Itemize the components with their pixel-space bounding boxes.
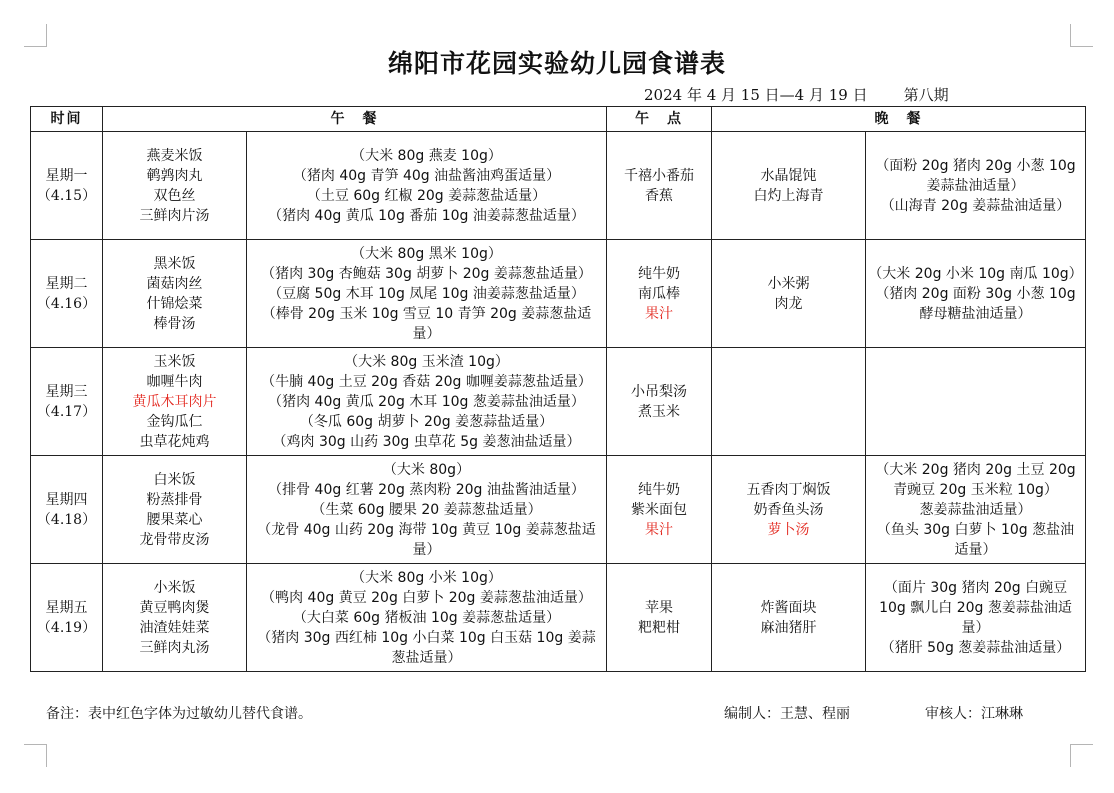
lunch-ingredients-cell-line: （土豆 60g 红椒 20g 姜蒜葱盐适量）: [306, 187, 547, 204]
day-date: （4.19）: [36, 619, 97, 636]
lunch-dishes-cell-line: 棒骨汤: [153, 315, 196, 332]
dinner-dishes-cell-line: 五香肉丁焖饭: [746, 481, 831, 498]
dinner-dishes-cell-line: 水晶馄饨: [760, 167, 817, 184]
dinner-ingredients-cell-line: 量）: [961, 619, 990, 636]
snack-cell: [607, 564, 712, 672]
snack-cell-line: 南瓜棒: [638, 285, 680, 302]
snack-cell-line: 香蕉: [645, 187, 673, 204]
lunch-dishes-cell-line: 油渣娃娃菜: [139, 619, 210, 636]
lunch-dishes-cell-line: 三鲜肉片汤: [139, 207, 210, 224]
lunch-dishes-cell-line: 什锦烩菜: [146, 295, 203, 312]
day-date: （4.15）: [36, 187, 97, 204]
page-title: 绵阳市花园实验幼儿园食谱表: [387, 49, 726, 78]
dinner-ingredients-cell-line: 姜蒜盐油适量）: [926, 177, 1025, 194]
lunch-ingredients-cell-line: （大米 80g 小米 10g）: [351, 569, 502, 586]
lunch-ingredients-cell: [247, 348, 607, 456]
lunch-ingredients-cell: [247, 240, 607, 348]
lunch-dishes-cell-line: 粉蒸排骨: [146, 491, 203, 508]
lunch-ingredients-cell-line: （鸡肉 30g 山药 30g 虫草花 5g 姜葱油盐适量）: [272, 433, 581, 450]
dinner-dishes-cell-line: 奶香鱼头汤: [753, 501, 824, 518]
snack-cell-line: 纯牛奶: [638, 481, 680, 498]
dinner-ingredients-cell-line: （鱼头 30g 白萝卜 10g 葱盐油: [876, 521, 1075, 538]
lunch-ingredients-cell-line: （猪肉 30g 杏鲍菇 30g 胡萝卜 20g 姜蒜葱盐适量）: [261, 265, 592, 282]
dinner-ingredients-cell-line: （面片 30g 猪肉 20g 白豌豆: [883, 579, 1068, 596]
lunch-ingredients-cell-line: （龙骨 40g 山药 20g 海带 10g 黄豆 10g 姜蒜葱盐适: [257, 521, 596, 538]
date-line: [644, 84, 949, 105]
dinner-dishes-cell-line: 肉龙: [774, 295, 803, 312]
footer-editor: 编制人：王慧、程丽: [724, 706, 850, 722]
dinner-ingredients-cell-line: 酵母糖盐油适量）: [919, 305, 1032, 322]
dinner-dishes-cell-line: 白灼上海青: [753, 187, 824, 204]
dinner-ingredients-cell-line: 葱姜蒜盐油适量）: [919, 501, 1032, 518]
snack-cell-line: 苹果: [645, 599, 673, 616]
snack-cell-line: 紫米面包: [631, 501, 687, 518]
lunch-dishes-cell-line: 咖喱牛肉: [146, 373, 203, 390]
lunch-ingredients-cell-line: 量）: [412, 541, 441, 558]
dinner-ingredients-cell-line: 适量）: [954, 541, 997, 558]
lunch-ingredients-cell-line: （鸭肉 40g 黄豆 20g 白萝卜 20g 姜蒜葱盐油适量）: [261, 589, 592, 606]
dinner-ingredients-cell-line: 青豌豆 20g 玉米粒 10g）: [893, 481, 1058, 498]
header-row: [31, 107, 1086, 132]
snack-cell: [607, 456, 712, 564]
dinner-ingredients-cell-line: 10g 飘儿白 20g 葱姜蒜盐油适: [879, 599, 1072, 616]
corner-mark-bottom-left: [24, 744, 47, 767]
lunch-dishes-cell-line: 双色丝: [153, 187, 196, 204]
day-name: 星期三: [45, 383, 88, 400]
dinner-dishes-cell-line: 炸酱面块: [760, 599, 817, 616]
snack-cell-line: 小吊梨汤: [631, 383, 687, 400]
lunch-ingredients-cell-line: （猪肉 30g 西红柿 10g 小白菜 10g 白玉菇 10g 姜蒜: [257, 629, 596, 646]
snack-cell-line: 粑粑柑: [638, 619, 680, 636]
snack-cell: [607, 132, 712, 240]
snack-cell-line: 煮玉米: [638, 403, 680, 420]
table-row: [31, 456, 1086, 564]
dinner-ingredients-cell-line: （面粉 20g 猪肉 20g 小葱 10g: [875, 157, 1076, 174]
dinner-ingredients-cell-line: （大米 20g 猪肉 20g 土豆 20g: [875, 461, 1076, 478]
issue-number: 第八期: [903, 86, 949, 104]
dinner-ingredients-cell-line: （山海青 20g 姜蒜盐油适量）: [880, 197, 1071, 214]
lunch-ingredients-cell-line: （大米 80g 燕麦 10g）: [351, 147, 502, 164]
day-date: （4.16）: [36, 295, 97, 312]
lunch-dishes-cell-line: 燕麦米饭: [146, 147, 203, 164]
dinner-ingredients-cell-line: （猪肝 50g 葱姜蒜盐油适量）: [880, 639, 1071, 656]
day-name: 星期五: [45, 599, 88, 616]
dinner-ingredients-cell: [866, 564, 1086, 672]
dinner-ingredients-cell: [866, 348, 1086, 456]
lunch-ingredients-cell-line: （排骨 40g 红薯 20g 蒸肉粉 20g 油盐酱油适量）: [268, 481, 585, 498]
snack-cell-line: 果汁: [645, 521, 673, 538]
lunch-dishes-cell-line: 金钩瓜仁: [146, 413, 203, 430]
dinner-ingredients-cell: [866, 456, 1086, 564]
lunch-dishes-cell-line: 腰果菜心: [146, 511, 203, 528]
dinner-dishes-cell: [712, 564, 866, 672]
day-name: 星期一: [45, 167, 88, 184]
snack-cell-line: 纯牛奶: [638, 265, 680, 282]
snack-cell: [607, 348, 712, 456]
day-cell: [31, 132, 103, 240]
lunch-ingredients-cell: [247, 564, 607, 672]
lunch-ingredients-cell-line: 量）: [412, 325, 441, 342]
table-row: [31, 348, 1086, 456]
lunch-dishes-cell: [103, 132, 247, 240]
lunch-ingredients-cell: [247, 132, 607, 240]
table-row: [31, 240, 1086, 348]
lunch-ingredients-cell-line: （棒骨 20g 玉米 10g 雪豆 10 青笋 20g 姜蒜葱盐适: [261, 305, 592, 322]
lunch-dishes-cell-line: 菌菇肉丝: [146, 275, 203, 292]
lunch-dishes-cell-line: 白米饭: [153, 471, 196, 488]
dinner-dishes-cell: [712, 456, 866, 564]
lunch-dishes-cell-line: 玉米饭: [153, 353, 196, 370]
day-name: 星期二: [45, 275, 88, 292]
lunch-ingredients-cell-line: （猪肉 40g 青笋 40g 油盐酱油鸡蛋适量）: [292, 167, 561, 184]
lunch-dishes-cell-line: 虫草花炖鸡: [139, 433, 210, 450]
lunch-dishes-cell: [103, 564, 247, 672]
dinner-dishes-cell: [712, 348, 866, 456]
lunch-dishes-cell-line: 三鲜肉丸汤: [139, 639, 210, 656]
header-lunch: 午 餐: [103, 107, 607, 132]
day-cell: [31, 456, 103, 564]
dinner-dishes-cell-line: 萝卜汤: [767, 521, 810, 538]
footer-reviewer: 审核人：江琳琳: [925, 706, 1023, 722]
dinner-ingredients-cell-line: （猪肉 20g 面粉 30g 小葱 10g: [875, 285, 1076, 302]
lunch-ingredients-cell-line: （生菜 60g 腰果 20 姜蒜葱盐适量）: [311, 501, 542, 518]
lunch-ingredients-cell-line: 葱盐适量）: [391, 649, 462, 666]
snack-cell-line: 果汁: [645, 305, 673, 322]
lunch-dishes-cell-line: 鹌鹑肉丸: [146, 167, 203, 184]
date-range: 2024 年 4 月 15 日—4 月 19 日: [644, 86, 868, 104]
lunch-dishes-cell: [103, 456, 247, 564]
day-date: （4.18）: [36, 511, 97, 528]
lunch-ingredients-cell-line: （豆腐 50g 木耳 10g 凤尾 10g 油姜蒜葱盐适量）: [268, 285, 585, 302]
header-snack: 午 点: [607, 107, 712, 132]
dinner-ingredients-cell: [866, 132, 1086, 240]
menu-table: [30, 106, 1086, 672]
lunch-ingredients-cell-line: （大米 80g）: [382, 461, 471, 478]
lunch-ingredients-cell-line: （猪肉 40g 黄瓜 20g 木耳 10g 葱姜蒜盐油适量）: [268, 393, 585, 410]
day-cell: [31, 564, 103, 672]
footer-note: 备注：表中红色字体为过敏幼儿替代食谱。: [46, 706, 312, 722]
dinner-ingredients-cell: [866, 240, 1086, 348]
lunch-dishes-cell-line: 黑米饭: [153, 255, 196, 272]
header-dinner: 晚 餐: [712, 107, 1086, 132]
dinner-dishes-cell-line: 麻油猪肝: [760, 619, 817, 636]
snack-cell-line: 千禧小番茄: [624, 167, 694, 184]
lunch-ingredients-cell-line: （大米 80g 黑米 10g）: [351, 245, 502, 262]
corner-mark-bottom-right: [1070, 744, 1093, 767]
lunch-dishes-cell-line: 小米饭: [153, 579, 196, 596]
dinner-dishes-cell: [712, 132, 866, 240]
table-row: [31, 564, 1086, 672]
lunch-dishes-cell-line: 黄豆鸭肉煲: [139, 599, 210, 616]
snack-cell: [607, 240, 712, 348]
lunch-ingredients-cell: [247, 456, 607, 564]
dinner-dishes-cell-line: 小米粥: [767, 275, 810, 292]
dinner-ingredients-cell-line: （大米 20g 小米 10g 南瓜 10g）: [868, 265, 1083, 282]
day-name: 星期四: [45, 491, 88, 508]
lunch-ingredients-cell-line: （猪肉 40g 黄瓜 10g 番茄 10g 油姜蒜葱盐适量）: [268, 207, 585, 224]
lunch-ingredients-cell-line: （冬瓜 60g 胡萝卜 20g 姜葱蒜盐适量）: [299, 413, 554, 430]
day-cell: [31, 348, 103, 456]
menu-body: [31, 132, 1086, 672]
lunch-ingredients-cell-line: （大米 80g 玉米渣 10g）: [344, 353, 509, 370]
lunch-dishes-cell: [103, 348, 247, 456]
lunch-ingredients-cell-line: （牛腩 40g 土豆 20g 香菇 20g 咖喱姜蒜葱盐适量）: [261, 373, 592, 390]
dinner-dishes-cell: [712, 240, 866, 348]
header-time: 时间: [31, 107, 103, 132]
lunch-dishes-cell-line: 龙骨带皮汤: [139, 531, 210, 548]
day-date: （4.17）: [36, 403, 97, 420]
day-cell: [31, 240, 103, 348]
lunch-ingredients-cell-line: （大白菜 60g 猪板油 10g 姜蒜葱盐适量）: [292, 609, 561, 626]
table-row: [31, 132, 1086, 240]
lunch-dishes-cell: [103, 240, 247, 348]
lunch-dishes-cell-line: 黄瓜木耳肉片: [132, 393, 217, 410]
